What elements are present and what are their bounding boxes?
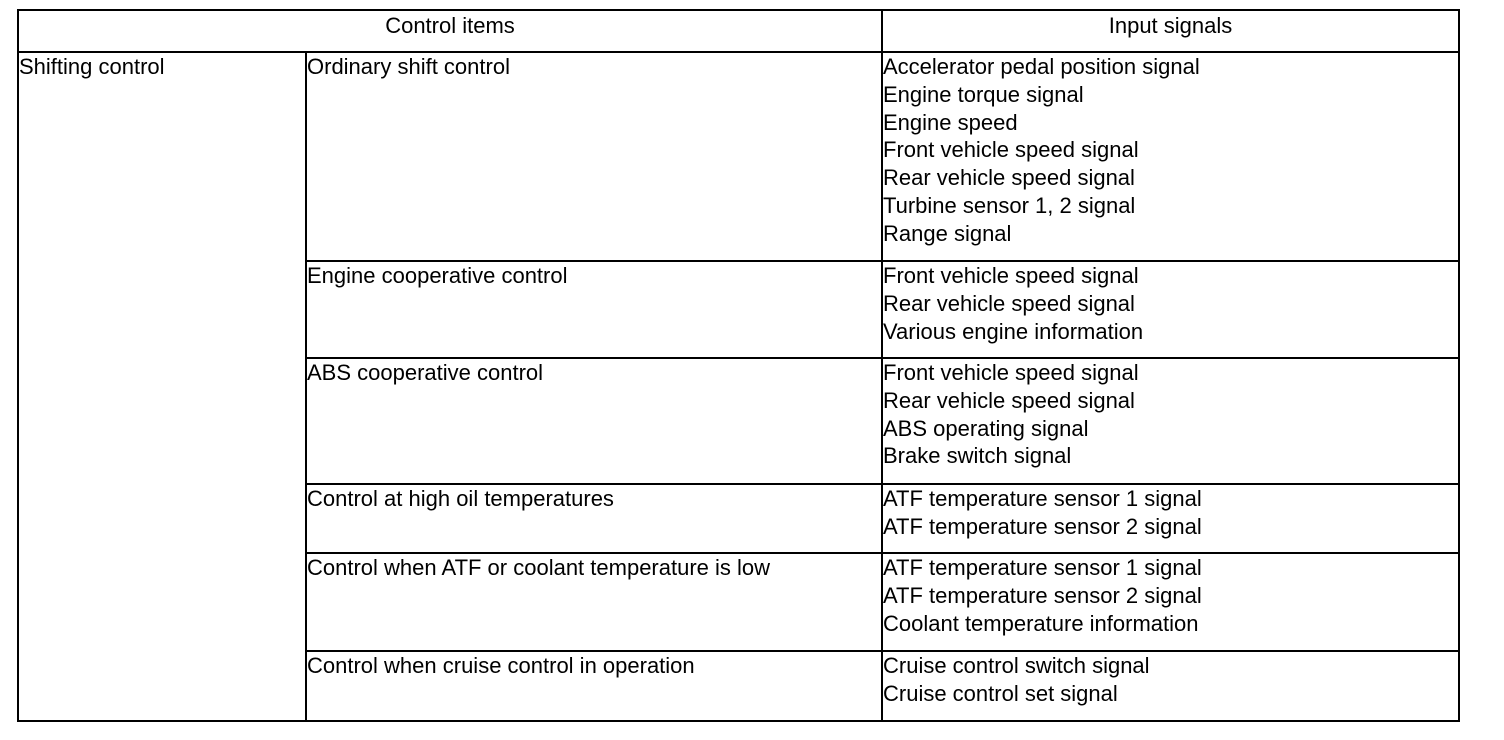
signal-line: Rear vehicle speed signal [883, 290, 1135, 316]
signal-line: Rear vehicle speed signal [883, 165, 1135, 191]
control-item-label: Control at high oil temperatures [307, 486, 614, 511]
signal-line: Front vehicle speed signal [883, 360, 1139, 385]
signal-line: ATF temperature sensor 1 signal [883, 555, 1202, 580]
header-input-signals: Input signals [882, 10, 1459, 52]
signal-line: Brake switch signal [883, 443, 1072, 469]
input-signals-cell [882, 484, 1459, 553]
table-row [18, 52, 1459, 261]
category-label: Shifting control [19, 54, 165, 79]
input-signals-cell [882, 358, 1459, 484]
control-item-label: Control when ATF or coolant temperature is low [307, 555, 771, 580]
category-cell [18, 52, 306, 721]
input-signals-cell [882, 651, 1459, 721]
control-item-label: Control when cruise control in operation [307, 653, 695, 678]
signal-line: Engine speed [883, 109, 1018, 135]
control-item-cell [306, 358, 882, 484]
signal-line: Cruise control set signal [883, 680, 1118, 706]
control-item-cell [306, 484, 882, 553]
signal-line: Engine torque signal [883, 81, 1084, 107]
input-signals-cell [882, 52, 1459, 261]
signal-line: Coolant temperature information [883, 610, 1199, 636]
header-row [18, 10, 1459, 52]
control-item-cell [306, 651, 882, 721]
control-item-cell [306, 52, 882, 261]
signal-line: Rear vehicle speed signal [883, 387, 1135, 413]
signal-line: ABS operating signal [883, 415, 1089, 441]
signal-line: Cruise control switch signal [883, 653, 1150, 678]
control-item-cell [306, 553, 882, 651]
signal-line: Turbine sensor 1, 2 signal [883, 192, 1136, 218]
header-control-items: Control items [18, 10, 882, 52]
control-item-label: Ordinary shift control [307, 54, 510, 79]
control-item-cell [306, 261, 882, 358]
control-item-label: Engine cooperative control [307, 263, 568, 288]
signal-line: Accelerator pedal position signal [883, 54, 1200, 79]
control-signals-table [17, 9, 1460, 722]
signal-line: ATF temperature sensor 2 signal [883, 582, 1202, 608]
input-signals-cell [882, 261, 1459, 358]
signal-line: Range signal [883, 220, 1012, 246]
signal-line: Various engine information [883, 318, 1144, 344]
signal-line: Front vehicle speed signal [883, 263, 1139, 288]
input-signals-cell [882, 553, 1459, 651]
signal-line: ATF temperature sensor 2 signal [883, 513, 1202, 539]
signal-line: Front vehicle speed signal [883, 137, 1139, 163]
control-item-label: ABS cooperative control [307, 360, 544, 385]
signal-line: ATF temperature sensor 1 signal [883, 486, 1202, 511]
